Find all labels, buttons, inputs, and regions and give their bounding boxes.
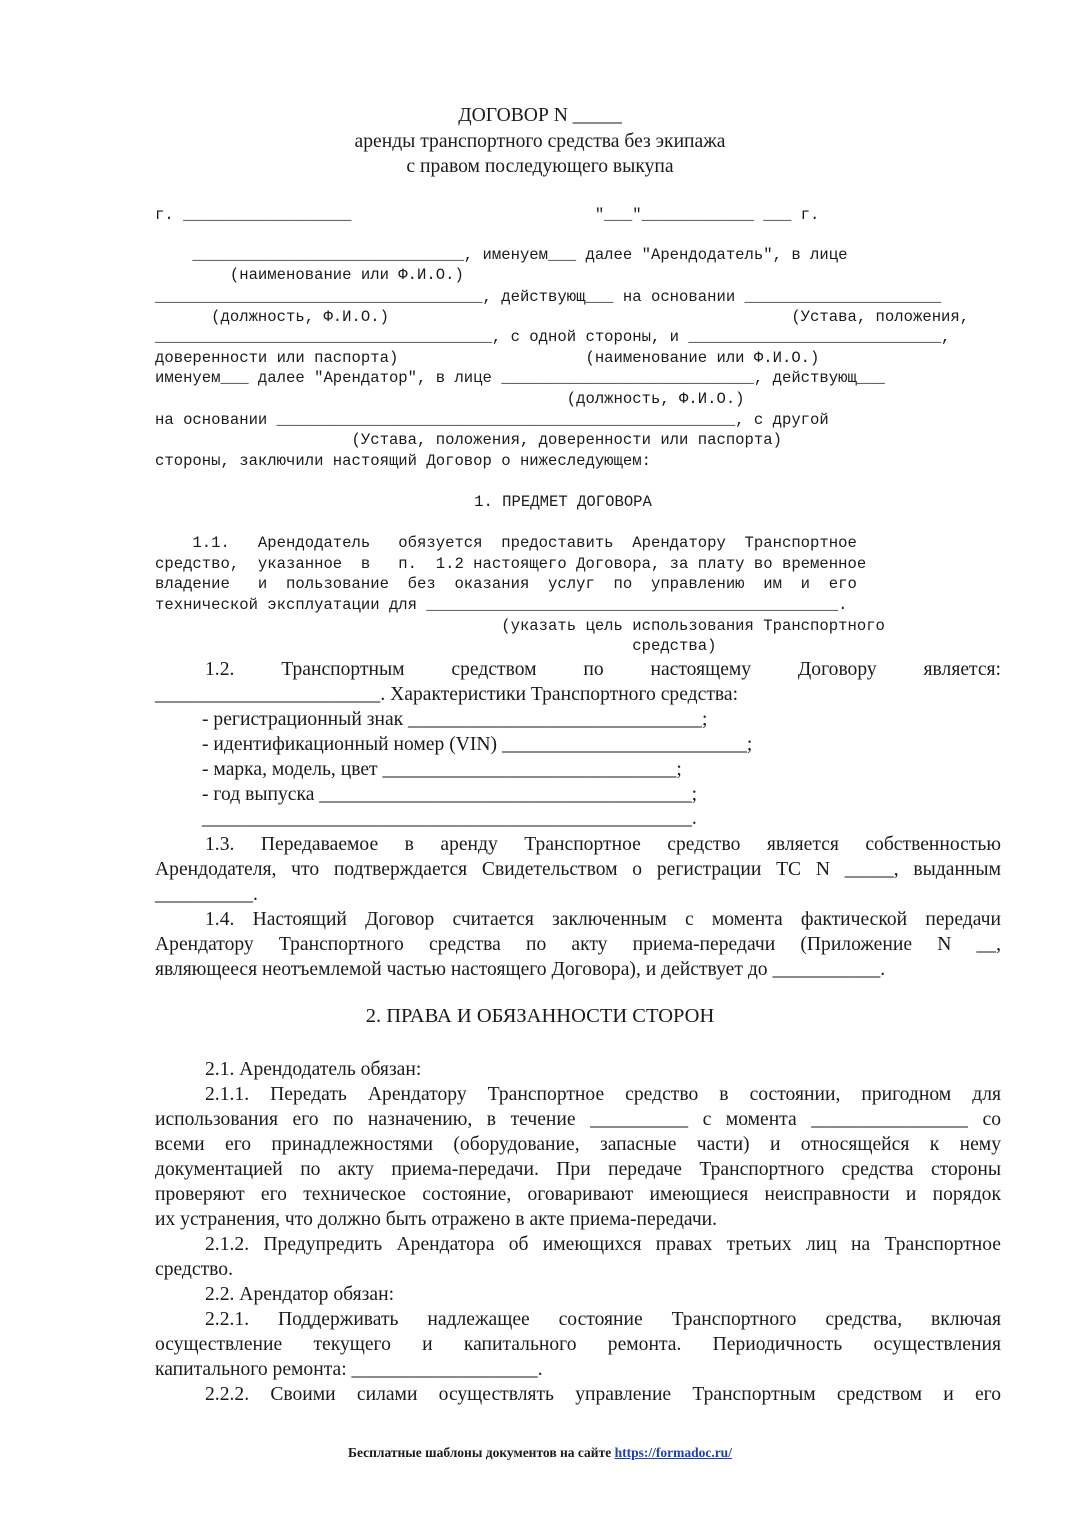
section-2-line: проверяют его техническое состояние, оговаривают имеющиеся неисправности и порядок (155, 1184, 1001, 1205)
section-2-line: 2.1. Арендодатель обязан: (205, 1059, 422, 1080)
characteristic-item: - марка, модель, цвет ______________________________; (202, 759, 682, 780)
section-2-line: капитального ремонта: ___________________. (155, 1359, 543, 1380)
document-subtitle-1: аренды транспортного средства без экипажа (354, 131, 726, 152)
characteristic-item: - год выпуска ______________________________________; (202, 784, 698, 805)
clause-1-1-line: средство, указанное в п. 1.2 настоящего Договора, за плату во временное (155, 555, 867, 573)
footer-link[interactable]: https://formadoc.ru/ (614, 1445, 732, 1460)
preamble-line: доверенности или паспорта) (наименование или Ф.И.О.) (155, 349, 820, 367)
section-1-title: 1. ПРЕДМЕТ ДОГОВОРА (474, 493, 652, 511)
clause-1-1-line: 1.1. Арендодатель обязуется предоставить Арендатору Транспортное (155, 534, 857, 552)
section-2-line: 2.2.2. Своими силами осуществлять управление Транспортным средством и его (205, 1384, 1001, 1405)
section-2-line: всеми его принадлежностями (оборудование, запасные части) и относящейся к нему (155, 1134, 1001, 1155)
characteristic-item: - идентификационный номер (VIN) _________________________; (202, 734, 753, 755)
preamble-line: (должность, Ф.И.О.) (Устава, положения, (155, 308, 970, 326)
section-2-title: 2. ПРАВА И ОБЯЗАННОСТИ СТОРОН (365, 1005, 715, 1027)
clause-1-4-line: Арендатору Транспортного средства по акту приема-передачи (Приложение N __, (155, 934, 1001, 955)
footer (0, 1445, 1080, 1461)
clause-1-3-line: __________. (155, 884, 258, 905)
clause-1-4-line: являющееся неотъемлемой частью настоящего Договора), и действует до ___________. (155, 959, 886, 980)
section-2-line: их устранения, что должно быть отражено в акте приема-передачи. (155, 1209, 718, 1230)
clause-1-4-line: 1.4. Настоящий Договор считается заключенным с момента фактической передачи (205, 909, 1001, 930)
document-subtitle-2: с правом последующего выкупа (406, 156, 674, 177)
section-2-line: 2.1.1. Передать Арендатору Транспортное средство в состоянии, пригодном для (205, 1084, 1001, 1105)
section-2-line: 2.1.2. Предупредить Арендатора об имеющихся правах третьих лиц на Транспортное (205, 1234, 1001, 1255)
section-2-line: осуществление текущего и капитального ремонта. Периодичность осуществления (155, 1334, 1001, 1355)
clause-1-2-lead: 1.2. Транспортным средством по настоящему Договору является: (205, 659, 1001, 680)
clause-1-1-line: владение и пользование без оказания услуг по управлению им и его (155, 575, 857, 593)
footer-text: Бесплатные шаблоны документов на сайте (348, 1445, 615, 1460)
clause-1-3-line: 1.3. Передаваемое в аренду Транспортное средство является собственностью (205, 834, 1001, 855)
clause-1-1-line: (указать цель использования Транспортного (155, 617, 885, 635)
clause-1-1-line: технической эксплуатации для ____________________________________________. (155, 596, 848, 614)
section-2-line: 2.2.1. Поддерживать надлежащее состояние Транспортного средства, включая (205, 1309, 1001, 1330)
document-title: ДОГОВОР N _____ (458, 105, 622, 126)
preamble-line: (должность, Ф.И.О.) (155, 390, 745, 408)
preamble-line: на основании _________________________________________________, с другой (155, 411, 829, 429)
clause-1-1-line: средства) (155, 637, 717, 655)
section-2-line: 2.2. Арендатор обязан: (205, 1284, 395, 1305)
clause-1-3-line: Арендодателя, что подтверждается Свидетельством о регистрации ТС N _____, выданным (155, 859, 1001, 880)
section-2-line: использования его по назначению, в течение __________ с момента ________________ со (155, 1109, 1001, 1130)
preamble-line: (Устава, положения, доверенности или паспорта) (155, 431, 782, 449)
section-2-line: документацией по акту приема-передачи. При передаче Транспортного средства стороны (155, 1159, 1001, 1180)
preamble-line: _____________________________, именуем___ далее "Арендодатель", в лице (155, 246, 848, 264)
characteristic-item: - регистрационный знак ______________________________; (202, 709, 708, 730)
preamble-line: ____________________________________, с одной стороны, и ___________________________, (155, 328, 951, 346)
preamble-line: (наименование или Ф.И.О.) (155, 266, 464, 284)
section-2-line: средство. (155, 1259, 233, 1280)
preamble-line: г. __________________ "___"____________ ___ г. (155, 206, 820, 224)
preamble-line: ___________________________________, действующ___ на основании _____________________ (155, 288, 942, 306)
clause-1-2-line: _______________________. Характеристики Транспортного средства: (155, 684, 739, 705)
preamble-line: именуем___ далее "Арендатор", в лице ___________________________, действующ___ (155, 369, 885, 387)
characteristic-item: __________________________________________________. (202, 808, 697, 829)
preamble-line: стороны, заключили настоящий Договор о нижеследующем: (155, 452, 651, 470)
